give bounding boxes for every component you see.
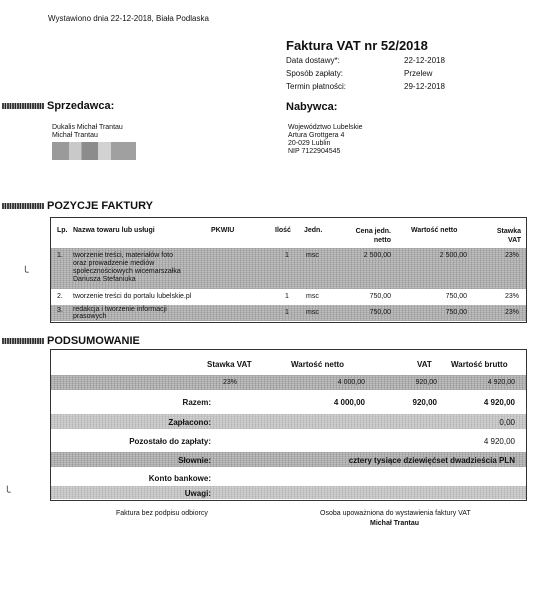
total-net: 4 000,00	[333, 398, 365, 407]
row-name: redakcja i tworzenie informacji prasowych	[73, 306, 167, 320]
summary-vat-net: 4 000,00	[337, 379, 365, 386]
table-row	[51, 305, 526, 321]
row-qty: 1	[285, 252, 289, 259]
row-price: 750,00	[369, 293, 391, 300]
summary-vat-vat: 920,00	[415, 379, 437, 386]
summary-notes-row	[51, 486, 526, 499]
buyer-line-1: Województwo Lubelskie	[288, 124, 363, 131]
scan-mark-icon: ╰	[4, 487, 11, 499]
summary-remaining-row	[51, 433, 526, 448]
words-value: cztery tysiące dziewięćset dwadzieścia PLN	[348, 456, 515, 465]
row-lp: 2.	[57, 293, 63, 300]
payment-method-label: Sposób zapłaty:	[286, 69, 343, 78]
summary-vat-gross: 4 920,00	[487, 379, 515, 386]
summary-col-net: Wartość netto	[291, 360, 345, 369]
remaining-label: Pozostało do zapłaty:	[129, 437, 211, 446]
summary-heading-block	[2, 335, 140, 347]
row-unit: msc	[306, 252, 319, 259]
heading-bar-icon	[2, 103, 44, 109]
summary-col-vat: VAT	[417, 360, 432, 369]
issue-date-place: Wystawiono dnia 22-12-2018, Biała Podlaska	[48, 14, 209, 23]
row-name: tworzenie treści do portalu lubelskie.pl	[73, 293, 192, 300]
words-label: Słownie:	[178, 456, 211, 465]
summary-table	[50, 349, 527, 501]
table-row	[51, 290, 526, 304]
items-heading: POZYCJE FAKTURY	[47, 200, 153, 212]
buyer-heading: Nabywca:	[286, 101, 338, 113]
row-vat: 23%	[504, 309, 519, 316]
col-pkwiu: PKWIU	[211, 227, 235, 234]
row-net: 750,00	[445, 309, 467, 316]
total-vat: 920,00	[412, 398, 437, 407]
row-lp: 3.	[57, 307, 63, 314]
footer-right: Osoba upoważniona do wystawienia faktury VAT	[320, 510, 471, 517]
buyer-line-2: Artura Grottgera 4	[288, 132, 345, 139]
seller-line-2: Michał Trantau	[52, 132, 98, 139]
footer-left: Faktura bez podpisu odbiorcy	[116, 510, 208, 517]
row-net: 750,00	[445, 293, 467, 300]
seller-heading: Sprzedawca:	[47, 100, 115, 112]
invoice-title: Faktura VAT nr 52/2018	[286, 38, 428, 53]
paid-value: 0,00	[499, 418, 515, 427]
items-heading-block	[2, 200, 153, 212]
items-header-row	[51, 218, 526, 248]
row-unit: msc	[306, 293, 319, 300]
buyer-line-3: 20-029 Lublin	[288, 140, 331, 147]
seller-heading-block	[2, 100, 114, 112]
col-lp: Lp.	[57, 227, 68, 234]
total-label: Razem:	[182, 398, 211, 407]
items-table	[50, 217, 527, 323]
col-net: Wartość netto	[411, 227, 458, 234]
summary-header-row	[51, 350, 526, 370]
row-qty: 1	[285, 309, 289, 316]
summary-total-row	[51, 394, 526, 410]
row-unit: msc	[306, 309, 319, 316]
summary-heading: PODSUMOWANIE	[47, 335, 140, 347]
notes-label: Uwagi:	[184, 489, 211, 498]
col-name: Nazwa towaru lub usługi	[73, 227, 155, 234]
row-name: tworzenie treści, materiałów foto oraz prowadzenie mediów społecznościowych wicemarszałka Dariusza Stefaniuka	[73, 252, 181, 283]
delivery-date-label: Data dostawy*:	[286, 56, 340, 65]
summary-words-row	[51, 452, 526, 467]
scan-mark-icon: ╰	[22, 267, 29, 279]
summary-vat-row	[51, 375, 526, 390]
payment-due-value: 29-12-2018	[404, 82, 445, 91]
row-price: 2 500,00	[363, 252, 391, 259]
summary-col-vat-rate: Stawka VAT	[207, 360, 252, 369]
summary-account-row	[51, 471, 526, 484]
row-vat: 23%	[504, 293, 519, 300]
table-row	[51, 248, 526, 289]
col-vat: Stawka VAT	[496, 228, 521, 244]
seller-line-1: Dukalis Michał Trantau	[52, 124, 123, 131]
redacted-area	[52, 142, 136, 160]
account-label: Konto bankowe:	[148, 474, 211, 483]
row-vat: 23%	[504, 252, 519, 259]
heading-bar-icon	[2, 338, 44, 344]
row-net: 2 500,00	[439, 252, 467, 259]
summary-vat-rate: 23%	[223, 379, 238, 386]
row-lp: 1.	[57, 252, 63, 259]
summary-paid-row	[51, 414, 526, 429]
row-qty: 1	[285, 293, 289, 300]
summary-col-gross: Wartość brutto	[451, 360, 508, 369]
buyer-line-4: NIP 7122904545	[288, 148, 341, 155]
col-qty: Ilość	[275, 227, 291, 234]
col-unit: Jedn.	[304, 227, 323, 234]
row-price: 750,00	[369, 309, 391, 316]
paid-label: Zapłacono:	[168, 418, 211, 427]
footer-right-name: Michał Trantau	[370, 520, 420, 527]
delivery-date-value: 22-12-2018	[404, 56, 445, 65]
total-gross: 4 920,00	[483, 398, 515, 407]
col-price: Cena jedn. netto	[355, 228, 391, 244]
heading-bar-icon	[2, 203, 44, 209]
payment-method-value: Przelew	[404, 69, 433, 78]
remaining-value: 4 920,00	[483, 437, 515, 446]
payment-due-label: Termin płatności:	[286, 82, 347, 91]
